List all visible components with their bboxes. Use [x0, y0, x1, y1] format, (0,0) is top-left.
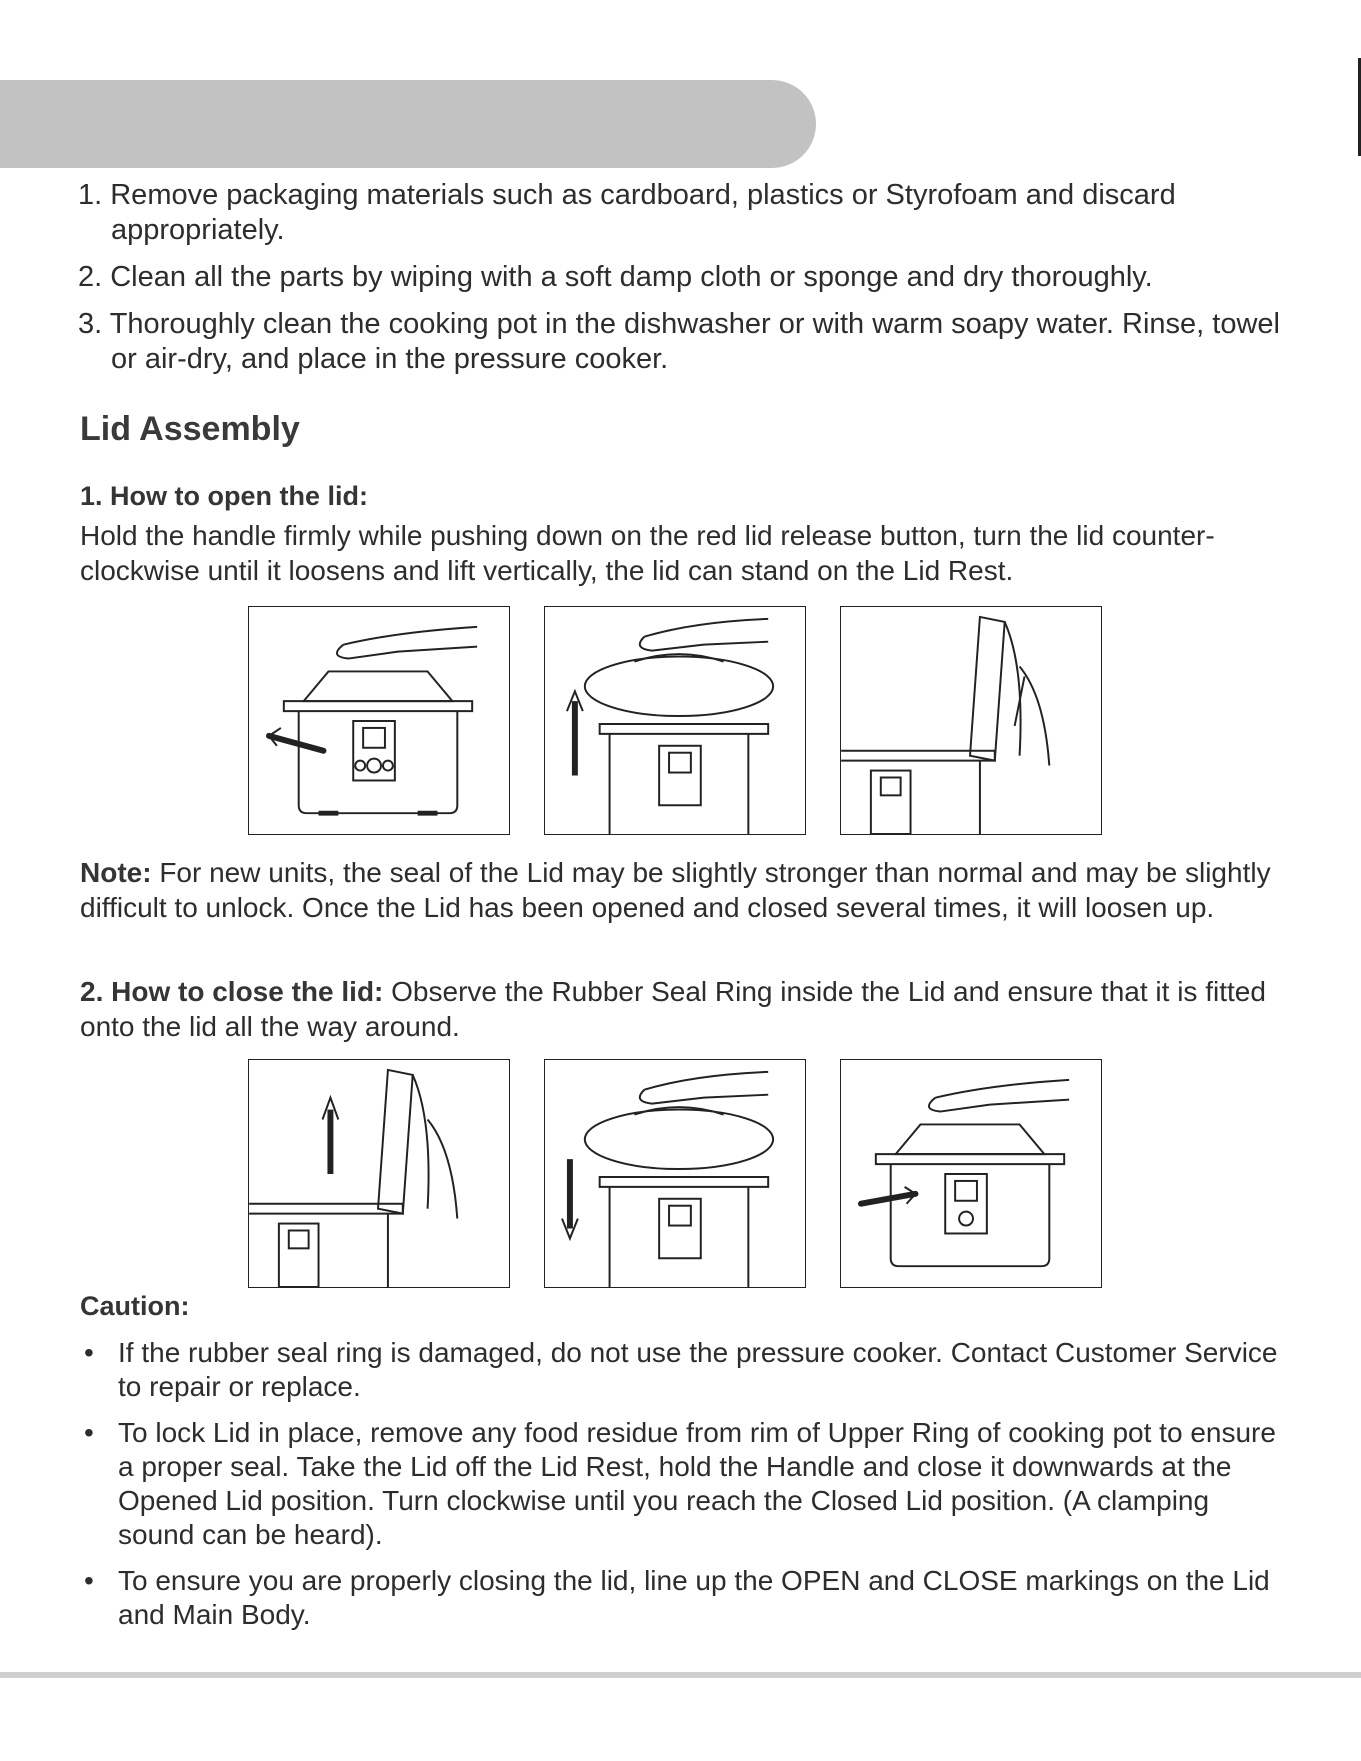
prep-steps-list — [78, 178, 1293, 389]
caution-item — [80, 1336, 1290, 1404]
bullet-glyph: • — [84, 1565, 94, 1596]
footer-rule — [0, 1672, 1361, 1678]
lid-assembly-title: Lid Assembly — [80, 410, 300, 448]
figure-check-seal — [248, 1059, 510, 1288]
prep-step: 3. Thoroughly clean the cooking pot in the dishwasher or with warm soapy water. Rinse, towel or air-dry, and place in the pressure cooker. — [78, 308, 1280, 375]
section-header-bar — [0, 80, 816, 168]
caution-title: Caution: — [80, 1291, 190, 1321]
close-lid-paragraph — [80, 974, 1285, 1044]
caution-item-text: To ensure you are properly closing the lid, line up the OPEN and CLOSE markings on the Lid and Main Body. — [118, 1565, 1270, 1630]
open-lid-figures — [248, 606, 1102, 835]
figure-lid-on-rest — [840, 606, 1102, 835]
close-lid-heading: 2. How to close the lid: — [80, 976, 384, 1007]
close-lid-figures — [248, 1059, 1102, 1288]
caution-item-text: To lock Lid in place, remove any food residue from rim of Upper Ring of cooking pot to ensure a proper seal. Take the Lid off the Lid Rest, hold the Handle and close it downwards at the Opened Lid position. Turn clockwise until you reach the Closed Lid position. (A clamping sound can be heard). — [118, 1417, 1276, 1550]
caution-list — [80, 1336, 1290, 1644]
note-text: For new units, the seal of the Lid may be slightly stronger than normal and may be slightly difficult to unlock. Once the Lid has been opened and closed several times, it will loosen up. — [80, 857, 1271, 923]
figure-lift-vertically — [544, 606, 806, 835]
figure-lower-lid — [544, 1059, 806, 1288]
open-lid-text: Hold the handle firmly while pushing down on the red lid release button, turn the lid counter-clockwise until it loosens and lift vertically, the lid can stand on the Lid Rest. — [80, 520, 1215, 586]
caution-item-text: If the rubber seal ring is damaged, do not use the pressure cooker. Contact Customer Service to repair or replace. — [118, 1337, 1278, 1402]
bullet-glyph: • — [84, 1337, 94, 1368]
caution-item — [80, 1564, 1290, 1632]
prep-step: 2. Clean all the parts by wiping with a soft damp cloth or sponge and dry thoroughly. — [78, 261, 1153, 293]
caution-item — [80, 1416, 1290, 1552]
close-lid-text: Observe the Rubber Seal Ring inside the Lid and ensure that it is fitted onto the lid all the way around. — [80, 976, 1266, 1042]
note-label: Note: — [80, 857, 152, 888]
bullet-glyph: • — [84, 1417, 94, 1448]
figure-turn-clockwise — [840, 1059, 1102, 1288]
note-paragraph — [80, 855, 1285, 925]
prep-step: 1. Remove packaging materials such as cardboard, plastics or Styrofoam and discard appropriately. — [78, 179, 1176, 246]
figure-turn-counterclockwise — [248, 606, 510, 835]
open-lid-heading: 1. How to open the lid: — [80, 481, 368, 511]
